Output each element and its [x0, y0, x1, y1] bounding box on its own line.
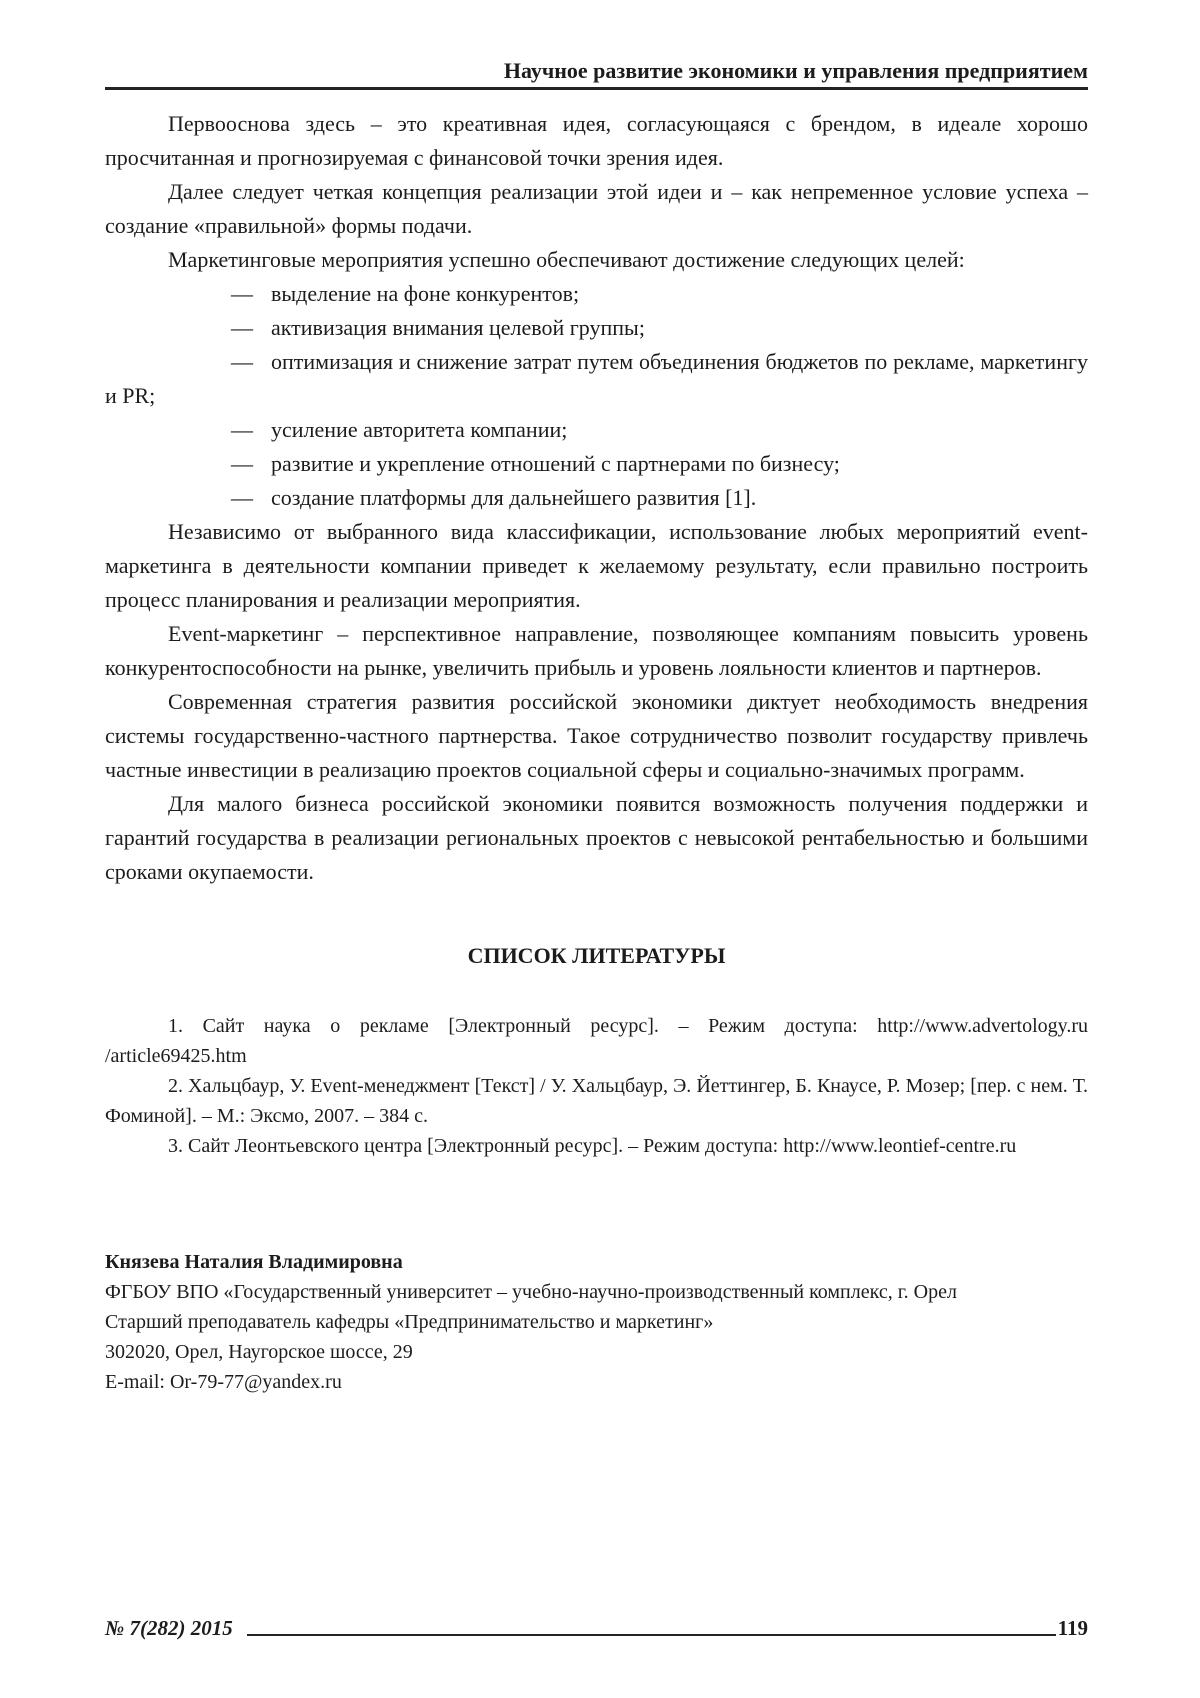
author-position: Старший преподаватель кафедры «Предпринимательство и маркетинг»: [105, 1311, 714, 1333]
bullet-dash: —: [231, 281, 252, 306]
bullet-text: создание платформы для дальнейшего развития [1].: [271, 485, 757, 510]
bullet-text: выделение на фоне конкурентов;: [271, 281, 580, 306]
paragraph: Маркетинговые мероприятия успешно обеспечивают достижение следующих целей:: [168, 247, 965, 272]
reference-item: 1. Сайт наука о рекламе [Электронный ресурс]. – Режим доступа: http://www.advertology.ru /article69425.htm: [105, 1015, 1088, 1067]
author-affiliation: ФГБОУ ВПО «Государственный университет – учебно-научно-производственный комплекс, г. Орел: [105, 1281, 957, 1303]
reference-item: 3. Сайт Леонтьевского центра [Электронный ресурс]. – Режим доступа: http://www.leontief-centre.ru: [168, 1135, 1017, 1157]
bullet-item: [105, 481, 1088, 515]
bullet-item: [105, 311, 1088, 345]
bullet-dash: —: [231, 485, 252, 510]
bullet-item: [105, 345, 1088, 413]
running-head-title: Научное развитие экономики и управления предприятием: [105, 58, 1088, 90]
paragraph: Первооснова здесь – это креативная идея, согласующаяся с брендом, в идеале хорошо просчитанная и прогнозируемая с финансовой точки зрения идея.: [105, 111, 1088, 170]
bullet-text: усиление авторитета компании;: [271, 417, 568, 442]
bullet-item: [105, 277, 1088, 311]
author-name: Князева Наталия Владимировна: [105, 1251, 403, 1273]
bullet-dash: —: [231, 315, 252, 340]
page-number: 119: [1057, 1616, 1088, 1640]
references-section: [105, 943, 1088, 1161]
paragraph: Для малого бизнеса российской экономики появится возможность получения поддержки и гарантий государства в реализации региональных проектов с невысокой рентабельностью и большими сроками окупаемости.: [105, 791, 1088, 884]
references-heading: СПИСОК ЛИТЕРАТУРЫ: [467, 943, 726, 968]
bullet-dash: —: [231, 417, 252, 442]
paragraph: Независимо от выбранного вида классификации, использование любых мероприятий event-маркетинга в деятельности компании приведет к желаемому результату, если правильно построить процесс планирования и реализации мероприятия.: [105, 519, 1088, 612]
page-footer: [105, 1616, 1088, 1640]
author-address: 302020, Орел, Наугорское шоссе, 29: [105, 1341, 413, 1363]
paragraph: Современная стратегия развития российской экономики диктует необходимость внедрения системы государственно-частного партнерства. Такое сотрудничество позволит государству привлечь частные инвестиции в реализацию проектов социальной сферы и социально-значимых программ.: [105, 689, 1088, 782]
paragraph: Далее следует четкая концепция реализации этой идеи и – как непременное условие успеха – создание «правильной» формы подачи.: [105, 179, 1088, 238]
article-body: [105, 107, 1088, 889]
author-email: E-mail: Or-79-77@yandex.ru: [105, 1371, 342, 1393]
references-list: [105, 1011, 1088, 1161]
footer-rule: [247, 1634, 1056, 1636]
bullet-item: [105, 447, 1088, 481]
bullet-dash: —: [231, 349, 252, 374]
paragraph: Event-маркетинг – перспективное направление, позволяющее компаниям повысить уровень конкурентоспособности на рынке, увеличить прибыль и уровень лояльности клиентов и партнеров.: [105, 621, 1088, 680]
bullet-text: активизация внимания целевой группы;: [271, 315, 645, 340]
reference-item: 2. Хальцбаур, У. Event-менеджмент [Текст] / У. Хальцбаур, Э. Йеттингер, Б. Кнаусе, Р. Мозер; [пер. с нем. Т. Фоминой]. – М.: Эксмо, 2007. – 384 с.: [105, 1075, 1088, 1127]
bullet-dash: —: [231, 451, 252, 476]
bullet-text: развитие и укрепление отношений с партнерами по бизнесу;: [271, 451, 840, 476]
author-section: [105, 1247, 1088, 1397]
bullet-item: [105, 413, 1088, 447]
page-header: [105, 58, 1088, 90]
issue-label: № 7(282) 2015: [105, 1616, 233, 1640]
bullet-text: оптимизация и снижение затрат путем объединения бюджетов по рекламе, маркетингу и PR;: [105, 349, 1088, 408]
